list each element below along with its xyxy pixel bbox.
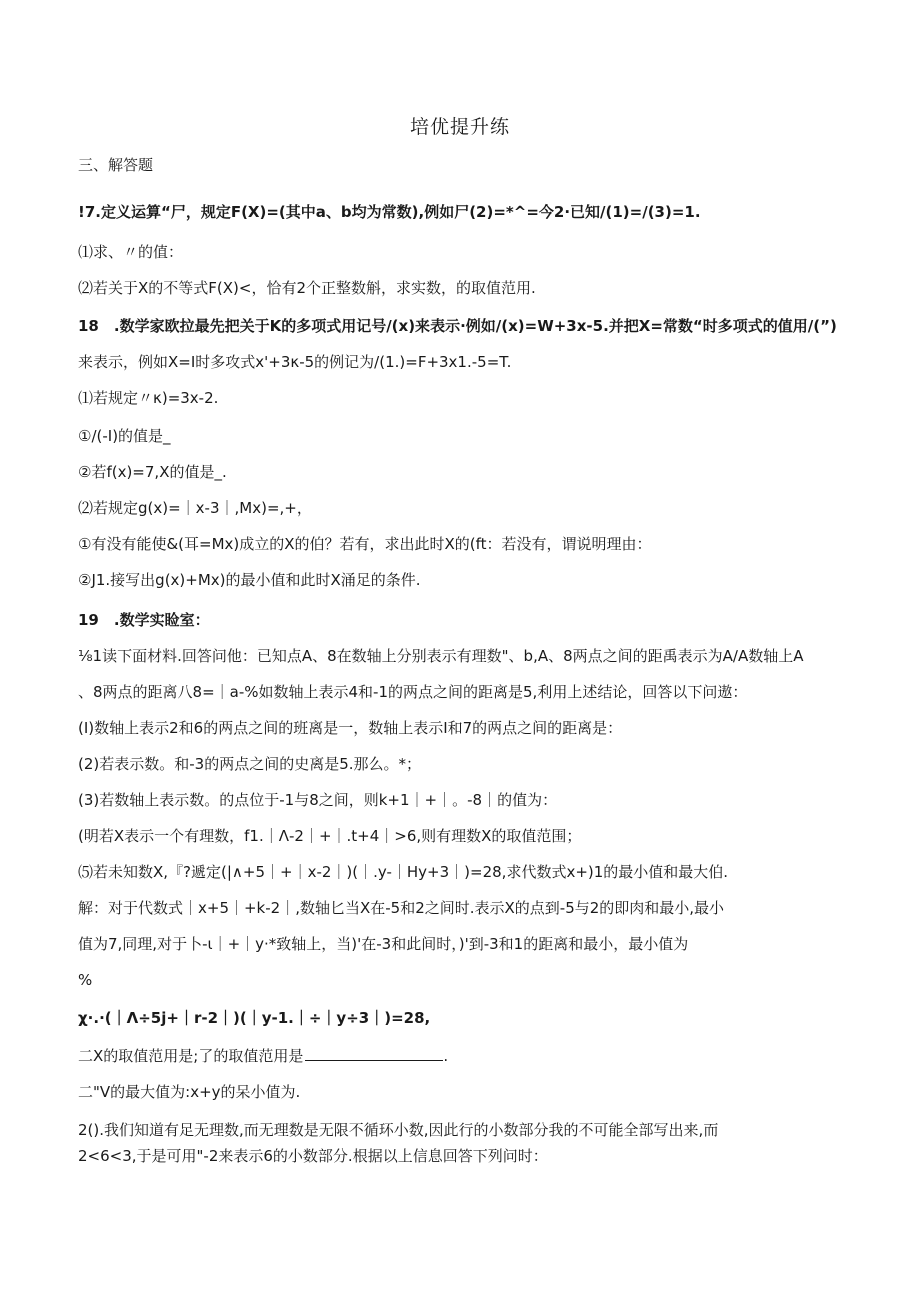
problem-19-material-line-1: ⅛1读下面材料.回答问他：已知点A、8在数轴上分别表示有理数"、b,A、8两点之间的距禹表示为A∕A数轴上A bbox=[78, 647, 804, 665]
problem-20-stem-line-1: 2().我们知道有足无理数,而无理数是无限不循环小数,因此行的小数部分我的不可能全部写出来,而 bbox=[78, 1121, 719, 1139]
problem-20-stem-line-2: 2<6<3,于是可用"-2来表示6的小数部分.根据以上信息回答下列问时： bbox=[78, 1147, 548, 1165]
problem-19-solution-equation: χ·.·(｜Λ÷5j+｜r-2｜)(｜y-1.｜÷｜y÷3｜)=28, bbox=[78, 1009, 431, 1027]
problem-19-stem: 19 .数学实睑室： bbox=[78, 611, 210, 629]
problem-18-part-1: ⑴若规定〃κ)=3x-2. bbox=[78, 389, 219, 407]
problem-18-part-1-q1: ①/(-I)的值是_ bbox=[78, 427, 171, 445]
problem-19-part-1: (I)数轴上表示2和6的两点之间的班离是一，数轴上表示I和7的两点之间的距离是： bbox=[78, 719, 623, 737]
problem-18-stem-line-2: 来表示，例如X=I时多攻式x'+3κ-5的例记为/(1.)=F+3x1.-5=T. bbox=[78, 353, 512, 371]
problem-18-stem-line-1: 18 .数学家欧拉最先把关于K的多项式用记号/(x)来表示·例如/(x)=W+3x-5.并把X=常数“时多项式的值用/(”) bbox=[78, 317, 837, 335]
problem-18-part-2-q2: ②J1.接写出g(x)+Mx)的最小值和此时X涌足的条件. bbox=[78, 571, 421, 589]
problem-19-part-3: (3)若数轴上表示数。的点位于-1与8之间，则k+1｜+｜。-8｜的值为： bbox=[78, 791, 558, 809]
section-heading: 三、解答题 bbox=[78, 156, 154, 174]
problem-17-part-1: ⑴求、〃的值： bbox=[78, 243, 184, 261]
range-period: . bbox=[443, 1047, 449, 1065]
problem-18-part-2-q1: ①有没有能使&(耳=Mx)成立的X的伯？若有，求出此时X的(ft：若没有，谓说明理由： bbox=[78, 535, 652, 553]
problem-17-part-2: ⑵若关于X的不等式F(X)<，恰有2个正整数斛，求实数，的取值范用. bbox=[78, 279, 536, 297]
range-text: 二X的取值范用是;了的取值范用是 bbox=[78, 1047, 304, 1065]
problem-19-solution-range bbox=[78, 1046, 878, 1066]
problem-18-part-1-q2: ②若f(x)=7,X的值是_. bbox=[78, 463, 227, 481]
problem-19-solution-line-2: 值为7,同理,对于卜-ι｜+｜y·*致轴上，当)'在-3和此间时，)'到-3和1的距离和最小，最小值为 bbox=[78, 935, 689, 953]
page-title: 培优提升练 bbox=[409, 116, 510, 138]
problem-19-material-line-2: 、8两点的距离八8=｜a-%如数轴上表示4和-1的两点之间的距离是5,利用上述结论，回答以下问遨： bbox=[78, 683, 748, 701]
problem-19-solution-line-3: % bbox=[78, 971, 93, 989]
answer-blank[interactable] bbox=[305, 1046, 443, 1061]
problem-19-solution-line-1: 解：对于代数式｜x+5｜+k-2｜,数轴匕当X在-5和2之间时.表示X的点到-5与2的即肉和最小,最小 bbox=[78, 899, 725, 917]
problem-19-part-5: ⑸若未知数X,『?遞定(|∧+5｜+｜x-2｜)(｜.y-｜Hy+3｜)=28,求代数式x+)1的最小值和最大伯. bbox=[78, 863, 729, 881]
problem-19-solution-extremes: 二"V的最大值为:x+y的呆小值为. bbox=[78, 1083, 301, 1101]
problem-18-part-2: ⑵若规定g(x)=｜x-3｜,Mx)=,+， bbox=[78, 499, 312, 517]
problem-19-part-2: (2)若表示数。和-3的两点之间的史离是5.那么。*； bbox=[78, 755, 422, 773]
problem-17-stem: !7.定义运算“尸，规定F(X)=(其中a、b均为常数),例如尸(2)=*^=今2·已知/(1)=/(3)=1. bbox=[78, 203, 701, 221]
problem-19-part-4: (明若X表示一个有理数，f1.｜Λ-2｜+｜.t+4｜>6,则有理数X的取值范围； bbox=[78, 827, 582, 845]
